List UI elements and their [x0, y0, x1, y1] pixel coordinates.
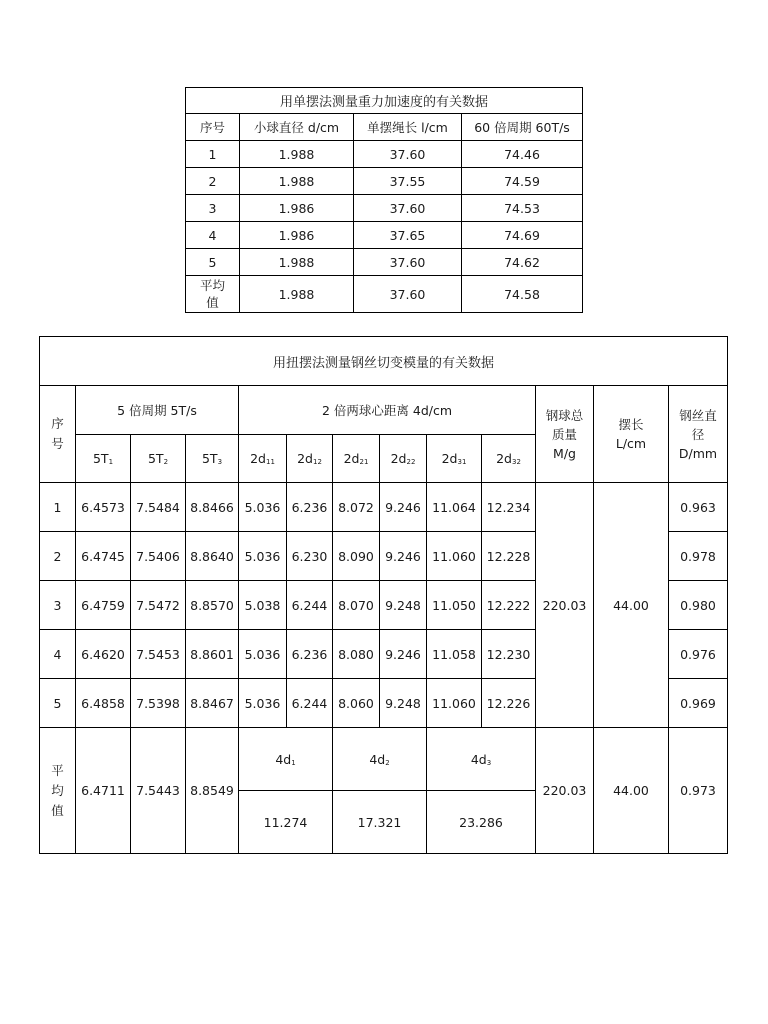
row-index: 5: [40, 679, 76, 728]
period-subheader: $5T_3$: [186, 435, 239, 483]
table1-cell: 1.986: [240, 195, 354, 222]
diameter-cell: 0.963: [669, 483, 728, 532]
table1-row: [186, 222, 583, 249]
row-index: 1: [40, 483, 76, 532]
table1-title: 用单摆法测量重力加速度的有关数据: [186, 88, 583, 114]
label-line: 值: [206, 295, 219, 310]
table1-cell: 1: [186, 141, 240, 168]
distance-cell: 5.036: [239, 679, 287, 728]
table1-cell: 37.60: [354, 195, 462, 222]
label-line: 钢球总: [545, 407, 584, 423]
distance-subheader: $2d_{32}$: [482, 435, 536, 483]
mass-header: [536, 386, 594, 483]
distance-cell: 11.050: [427, 581, 482, 630]
period-subheader: $5T_1$: [76, 435, 131, 483]
table2-index-header: [40, 386, 76, 483]
table1-average-row: [186, 276, 583, 313]
mass-cell: 220.03: [536, 483, 594, 728]
table1-header: 序号: [186, 114, 240, 141]
period-cell: 7.5398: [131, 679, 186, 728]
distance-cell: 8.090: [333, 532, 380, 581]
period-cell: 7.5453: [131, 630, 186, 679]
label-line: 序: [51, 416, 64, 431]
row-index: 4: [40, 630, 76, 679]
table1-cell: 1.988: [240, 249, 354, 276]
average-period-cell: 7.5443: [131, 728, 186, 854]
table1-row: [186, 195, 583, 222]
label-line: 值: [51, 802, 64, 818]
distance-cell: 6.236: [287, 630, 333, 679]
average-mass-cell: 220.03: [536, 728, 594, 854]
period-cell: 7.5472: [131, 581, 186, 630]
period-cell: 8.8601: [186, 630, 239, 679]
period-cell: 8.8640: [186, 532, 239, 581]
average-4d-label: $4d_2$: [333, 728, 427, 791]
table1-average-label: [186, 276, 240, 313]
table1-cell: 37.60: [354, 249, 462, 276]
distance-cell: 8.080: [333, 630, 380, 679]
distance-cell: 6.244: [287, 581, 333, 630]
period-cell: 6.4573: [76, 483, 131, 532]
average-4d-value: 11.274: [239, 791, 333, 854]
distance-cell: 9.248: [380, 679, 427, 728]
label-line: 径: [691, 426, 705, 442]
average-4d-label: $4d_1$: [239, 728, 333, 791]
distance-cell: 12.226: [482, 679, 536, 728]
distance-cell: 8.060: [333, 679, 380, 728]
distance-subheader: $2d_{11}$: [239, 435, 287, 483]
average-period-cell: 6.4711: [76, 728, 131, 854]
distance-cell: 11.060: [427, 532, 482, 581]
table1-header: 单摆绳长 l/cm: [354, 114, 462, 141]
period-subheader: $5T_2$: [131, 435, 186, 483]
table1-header: 小球直径 d/cm: [240, 114, 354, 141]
distance-cell: 5.036: [239, 630, 287, 679]
period-cell: 8.8466: [186, 483, 239, 532]
label-line: 质量: [551, 426, 577, 442]
distance-cell: 11.064: [427, 483, 482, 532]
table1-cell: 1.988: [240, 168, 354, 195]
torsion-data-table: [39, 336, 728, 854]
table2-row: [40, 483, 728, 532]
distance-cell: 5.036: [239, 483, 287, 532]
period-cell: 6.4759: [76, 581, 131, 630]
label-line: M/g: [553, 445, 576, 461]
distance-subheader: $2d_{31}$: [427, 435, 482, 483]
table1-row: [186, 168, 583, 195]
length-header: [594, 386, 669, 483]
label-line: 均: [51, 782, 64, 798]
distance-cell: 5.036: [239, 532, 287, 581]
table1-header-row: [186, 114, 583, 141]
diameter-cell: 0.976: [669, 630, 728, 679]
distance-cell: 9.246: [380, 483, 427, 532]
period-cell: 7.5484: [131, 483, 186, 532]
table1-cell: 3: [186, 195, 240, 222]
distance-group-header: 2 倍两球心距离 4d/cm: [239, 386, 536, 435]
period-cell: 8.8570: [186, 581, 239, 630]
table1-cell: 37.55: [354, 168, 462, 195]
period-cell: 6.4745: [76, 532, 131, 581]
table1-cell: 37.60: [354, 141, 462, 168]
label-line: 号: [51, 436, 64, 451]
label-line: 摆长: [618, 417, 644, 432]
table1-cell: 5: [186, 249, 240, 276]
table1-cell: 2: [186, 168, 240, 195]
distance-cell: 6.230: [287, 532, 333, 581]
table1-row: [186, 249, 583, 276]
diameter-cell: 0.980: [669, 581, 728, 630]
average-4d-label: $4d_3$: [427, 728, 536, 791]
table1-average-cell: 37.60: [354, 276, 462, 313]
table1-cell: 1.986: [240, 222, 354, 249]
table1-header: 60 倍周期 60T/s: [462, 114, 583, 141]
distance-subheader: $2d_{22}$: [380, 435, 427, 483]
row-index: 3: [40, 581, 76, 630]
distance-cell: 8.072: [333, 483, 380, 532]
distance-cell: 12.222: [482, 581, 536, 630]
length-cell: 44.00: [594, 483, 669, 728]
distance-subheader: $2d_{21}$: [333, 435, 380, 483]
distance-cell: 9.248: [380, 581, 427, 630]
diameter-cell: 0.978: [669, 532, 728, 581]
table1-row: [186, 141, 583, 168]
distance-cell: 9.246: [380, 630, 427, 679]
distance-cell: 6.244: [287, 679, 333, 728]
distance-cell: 6.236: [287, 483, 333, 532]
distance-cell: 12.228: [482, 532, 536, 581]
average-length-cell: 44.00: [594, 728, 669, 854]
table1-cell: 1.988: [240, 141, 354, 168]
period-cell: 8.8467: [186, 679, 239, 728]
distance-cell: 5.038: [239, 581, 287, 630]
distance-subheader: $2d_{12}$: [287, 435, 333, 483]
label-line: 平: [51, 762, 64, 778]
label-line: D/mm: [678, 445, 718, 461]
table2-title: 用扭摆法测量钢丝切变模量的有关数据: [40, 337, 728, 386]
diameter-header: [669, 386, 728, 483]
table1-cell: 37.65: [354, 222, 462, 249]
pendulum-data-table: [185, 87, 583, 313]
period-cell: 7.5406: [131, 532, 186, 581]
average-diameter-cell: 0.973: [669, 728, 728, 854]
distance-cell: 11.058: [427, 630, 482, 679]
period-cell: 6.4620: [76, 630, 131, 679]
period-cell: 6.4858: [76, 679, 131, 728]
table1-cell: 74.62: [462, 249, 583, 276]
table2-header-row: [40, 386, 728, 435]
average-4d-value: 23.286: [427, 791, 536, 854]
label-line: L/cm: [615, 436, 647, 451]
distance-cell: 12.234: [482, 483, 536, 532]
table1-average-cell: 1.988: [240, 276, 354, 313]
table1-cell: 74.53: [462, 195, 583, 222]
table2-average-row: [40, 728, 728, 791]
label-line: 平均: [199, 278, 225, 293]
distance-cell: 12.230: [482, 630, 536, 679]
average-4d-value: 17.321: [333, 791, 427, 854]
table2-average-label: [40, 728, 76, 854]
average-period-cell: 8.8549: [186, 728, 239, 854]
row-index: 2: [40, 532, 76, 581]
table1-average-cell: 74.58: [462, 276, 583, 313]
table1-cell: 74.69: [462, 222, 583, 249]
period-group-header: 5 倍周期 5T/s: [76, 386, 239, 435]
table1-cell: 74.46: [462, 141, 583, 168]
distance-cell: 8.070: [333, 581, 380, 630]
table1-cell: 4: [186, 222, 240, 249]
diameter-cell: 0.969: [669, 679, 728, 728]
table1-cell: 74.59: [462, 168, 583, 195]
label-line: 钢丝直: [679, 407, 717, 423]
distance-cell: 11.060: [427, 679, 482, 728]
distance-cell: 9.246: [380, 532, 427, 581]
